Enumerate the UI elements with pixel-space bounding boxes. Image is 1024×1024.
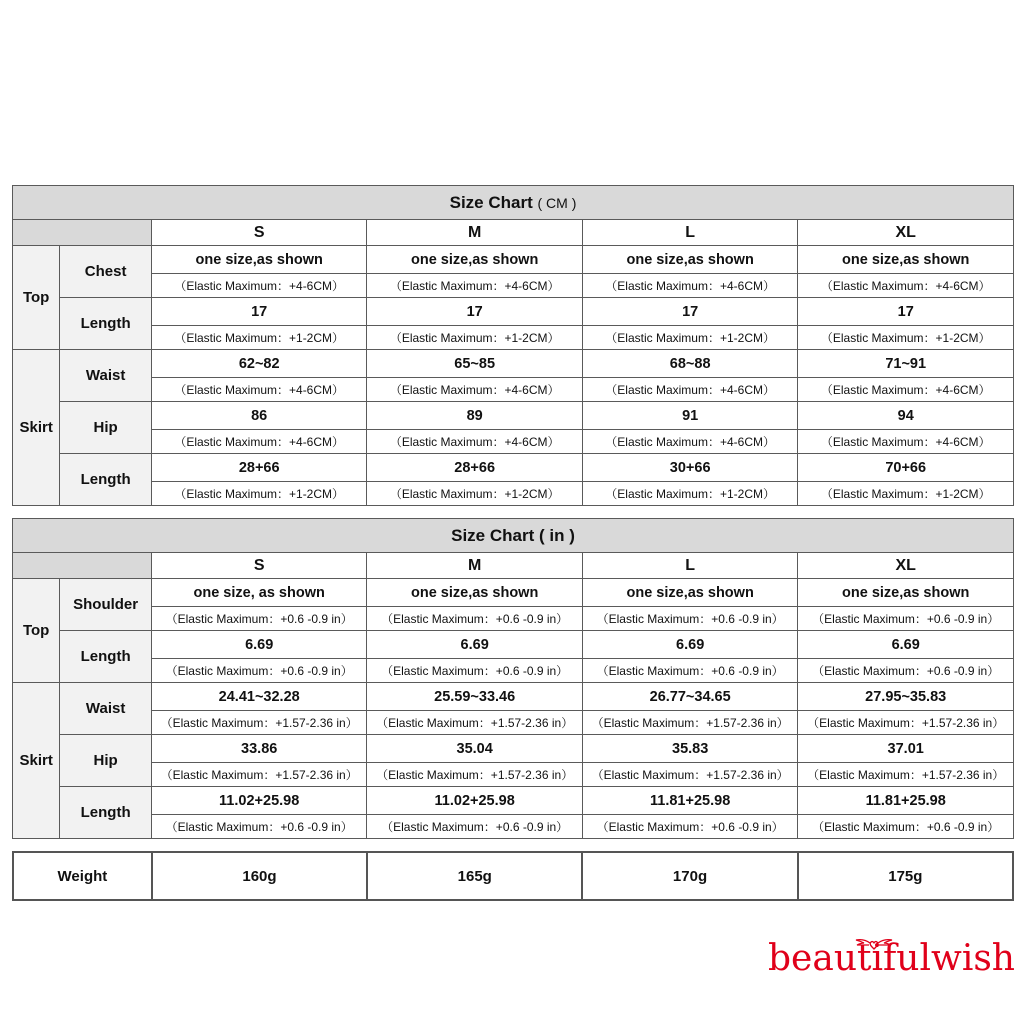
value-cell: 17 — [367, 298, 582, 326]
note-cell: （Elastic Maximum：+1.57-2.36 in） — [582, 711, 797, 735]
value-cell: 35.83 — [582, 735, 797, 763]
value-cell: 26.77~34.65 — [582, 683, 797, 711]
weight-value-l: 170g — [582, 852, 797, 900]
measure-label-chest: Chest — [60, 246, 152, 298]
size-header-xl: XL — [798, 553, 1014, 579]
value-cell: 11.02+25.98 — [151, 787, 366, 815]
note-cell: （Elastic Maximum：+4-6CM） — [367, 430, 582, 454]
value-cell: one size,as shown — [582, 579, 797, 607]
size-header-m: M — [367, 220, 582, 246]
note-cell: （Elastic Maximum：+4-6CM） — [798, 378, 1014, 402]
note-cell: （Elastic Maximum：+4-6CM） — [582, 274, 797, 298]
value-cell: 65~85 — [367, 350, 582, 378]
measure-label-hip: Hip — [60, 735, 152, 787]
note-cell: （Elastic Maximum：+1-2CM） — [367, 482, 582, 506]
note-cell: （Elastic Maximum：+1.57-2.36 in） — [367, 711, 582, 735]
value-cell: 28+66 — [151, 454, 366, 482]
value-cell: 17 — [582, 298, 797, 326]
value-cell: 17 — [151, 298, 366, 326]
group-label-top: Top — [13, 579, 60, 683]
size-header-s: S — [151, 220, 366, 246]
value-cell: 11.02+25.98 — [367, 787, 582, 815]
size-chart-cm — [12, 185, 1014, 506]
size-header-xl: XL — [798, 220, 1014, 246]
note-cell: （Elastic Maximum：+1-2CM） — [582, 326, 797, 350]
value-cell: 89 — [367, 402, 582, 430]
value-cell: 27.95~35.83 — [798, 683, 1014, 711]
value-cell: one size,as shown — [151, 246, 366, 274]
note-cell: （Elastic Maximum：+0.6 -0.9 in） — [582, 815, 797, 839]
chart-title-text: Size Chart — [451, 525, 535, 545]
size-header-s: S — [151, 553, 366, 579]
note-cell: （Elastic Maximum：+4-6CM） — [151, 430, 366, 454]
value-cell: 86 — [151, 402, 366, 430]
value-cell: 30+66 — [582, 454, 797, 482]
weight-value-xl: 175g — [798, 852, 1013, 900]
brand-logo — [768, 936, 1015, 982]
measure-label-length: Length — [60, 454, 152, 506]
size-header-l: L — [582, 220, 797, 246]
chart-title — [13, 186, 1014, 220]
value-cell: 91 — [582, 402, 797, 430]
note-cell: （Elastic Maximum：+1.57-2.36 in） — [151, 711, 366, 735]
note-cell: （Elastic Maximum：+4-6CM） — [582, 378, 797, 402]
measure-label-shoulder: Shoulder — [60, 579, 152, 631]
group-label-top: Top — [13, 246, 60, 350]
header-blank — [13, 553, 152, 579]
value-cell: 25.59~33.46 — [367, 683, 582, 711]
note-cell: （Elastic Maximum：+0.6 -0.9 in） — [367, 659, 582, 683]
note-cell: （Elastic Maximum：+0.6 -0.9 in） — [798, 815, 1014, 839]
value-cell: one size,as shown — [582, 246, 797, 274]
value-cell: one size,as shown — [798, 246, 1014, 274]
measure-label-length: Length — [60, 787, 152, 839]
note-cell: （Elastic Maximum：+1-2CM） — [798, 326, 1014, 350]
note-cell: （Elastic Maximum：+4-6CM） — [151, 378, 366, 402]
measure-label-hip: Hip — [60, 402, 152, 454]
wings-heart-icon — [854, 934, 894, 954]
note-cell: （Elastic Maximum：+1.57-2.36 in） — [151, 763, 366, 787]
value-cell: 37.01 — [798, 735, 1014, 763]
note-cell: （Elastic Maximum：+0.6 -0.9 in） — [582, 659, 797, 683]
weight-value-m: 165g — [367, 852, 582, 900]
note-cell: （Elastic Maximum：+0.6 -0.9 in） — [582, 607, 797, 631]
size-header-m: M — [367, 553, 582, 579]
value-cell: one size,as shown — [798, 579, 1014, 607]
value-cell: 6.69 — [151, 631, 366, 659]
note-cell: （Elastic Maximum：+1-2CM） — [798, 482, 1014, 506]
value-cell: 94 — [798, 402, 1014, 430]
value-cell: 6.69 — [367, 631, 582, 659]
chart-unit: ( CM ) — [537, 194, 577, 211]
value-cell: 70+66 — [798, 454, 1014, 482]
note-cell: （Elastic Maximum：+1.57-2.36 in） — [582, 763, 797, 787]
value-cell: 71~91 — [798, 350, 1014, 378]
header-blank — [13, 220, 152, 246]
brand-text: beautifulwish — [768, 938, 1015, 979]
value-cell: 62~82 — [151, 350, 366, 378]
value-cell: 35.04 — [367, 735, 582, 763]
note-cell: （Elastic Maximum：+1-2CM） — [151, 326, 366, 350]
weight-table — [12, 851, 1014, 901]
group-label-skirt: Skirt — [13, 350, 60, 506]
note-cell: （Elastic Maximum：+0.6 -0.9 in） — [367, 815, 582, 839]
value-cell: 11.81+25.98 — [798, 787, 1014, 815]
measure-label-waist: Waist — [60, 683, 152, 735]
chart-unit: ( in ) — [538, 525, 575, 545]
note-cell: （Elastic Maximum：+4-6CM） — [798, 274, 1014, 298]
value-cell: 28+66 — [367, 454, 582, 482]
note-cell: （Elastic Maximum：+0.6 -0.9 in） — [798, 607, 1014, 631]
note-cell: （Elastic Maximum：+1.57-2.36 in） — [367, 763, 582, 787]
note-cell: （Elastic Maximum：+0.6 -0.9 in） — [151, 815, 366, 839]
note-cell: （Elastic Maximum：+1-2CM） — [582, 482, 797, 506]
note-cell: （Elastic Maximum：+4-6CM） — [367, 274, 582, 298]
value-cell: one size,as shown — [367, 579, 582, 607]
note-cell: （Elastic Maximum：+0.6 -0.9 in） — [798, 659, 1014, 683]
note-cell: （Elastic Maximum：+1-2CM） — [151, 482, 366, 506]
value-cell: 33.86 — [151, 735, 366, 763]
size-header-l: L — [582, 553, 797, 579]
size-chart-in — [12, 518, 1014, 839]
chart-title-text: Size Chart — [449, 192, 533, 212]
value-cell: 17 — [798, 298, 1014, 326]
chart-title — [13, 519, 1014, 553]
value-cell: 24.41~32.28 — [151, 683, 366, 711]
group-label-skirt: Skirt — [13, 683, 60, 839]
note-cell: （Elastic Maximum：+1.57-2.36 in） — [798, 763, 1014, 787]
value-cell: 6.69 — [798, 631, 1014, 659]
weight-label: Weight — [13, 852, 152, 900]
value-cell: 68~88 — [582, 350, 797, 378]
note-cell: （Elastic Maximum：+4-6CM） — [151, 274, 366, 298]
measure-label-length: Length — [60, 298, 152, 350]
note-cell: （Elastic Maximum：+4-6CM） — [582, 430, 797, 454]
note-cell: （Elastic Maximum：+1.57-2.36 in） — [798, 711, 1014, 735]
measure-label-waist: Waist — [60, 350, 152, 402]
note-cell: （Elastic Maximum：+0.6 -0.9 in） — [367, 607, 582, 631]
note-cell: （Elastic Maximum：+4-6CM） — [798, 430, 1014, 454]
note-cell: （Elastic Maximum：+0.6 -0.9 in） — [151, 659, 366, 683]
note-cell: （Elastic Maximum：+0.6 -0.9 in） — [151, 607, 366, 631]
note-cell: （Elastic Maximum：+4-6CM） — [367, 378, 582, 402]
measure-label-length: Length — [60, 631, 152, 683]
note-cell: （Elastic Maximum：+1-2CM） — [367, 326, 582, 350]
value-cell: one size,as shown — [367, 246, 582, 274]
value-cell: 6.69 — [582, 631, 797, 659]
value-cell: one size, as shown — [151, 579, 366, 607]
weight-value-s: 160g — [152, 852, 367, 900]
value-cell: 11.81+25.98 — [582, 787, 797, 815]
